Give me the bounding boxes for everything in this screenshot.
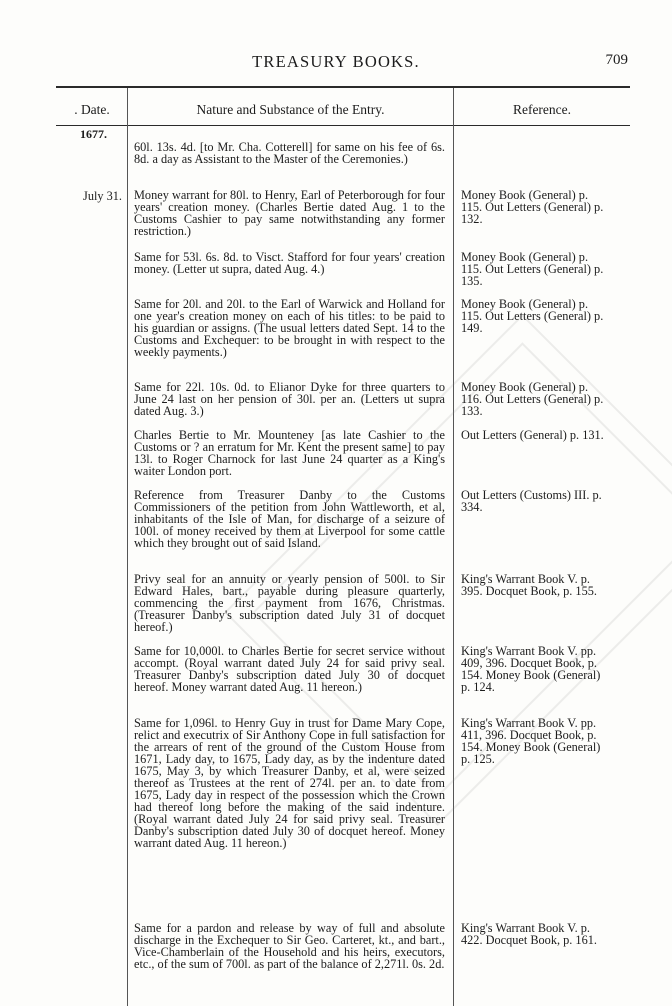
entry-text-3: Same for 53l. 6s. 8d. to Visct. Stafford for four years' creation money. (Letter ut supra, dated Aug. 4.)	[134, 250, 445, 276]
entry-reference-3: Money Book (General) p. 115. Out Letters (General) p. 135.	[461, 250, 604, 288]
entry-reference-9: King's Warrant Book V. pp. 409, 396. Docquet Book, p. 154. Money Book (General) p. 124.	[461, 644, 601, 694]
entry-text-5: Same for 22l. 10s. 0d. to Elianor Dyke for three quarters to June 24 last on her pension of 30l. per an. (Letters ut supra dated Aug. 3.)	[134, 380, 445, 418]
top-rule	[56, 86, 630, 88]
entry-reference-4: Money Book (General) p. 115. Out Letters (General) p. 149.	[461, 297, 604, 335]
reference-column-divider	[453, 88, 454, 1006]
entry-text-8: Privy seal for an annuity or yearly pension of 500l. to Sir Edward Hales, bart., payable during pleasure quarterly, commencing the first payment from 1676, Christmas. (Treasurer Danby's subscription dated July 31 of docquet hereof.)	[134, 572, 445, 634]
running-head	[0, 52, 672, 74]
date-column-header: . Date.	[74, 102, 110, 117]
date-column-divider	[127, 88, 128, 1006]
entry-reference-2: Money Book (General) p. 115. Out Letters (General) p. 132.	[461, 188, 604, 226]
entry-reference-11: King's Warrant Book V. p. 422. Docquet Book, p. 161.	[461, 921, 597, 947]
entry-text-6: Charles Bertie to Mr. Mounteney [as late Cashier to the Customs or ? an erratum for Mr. Kent the present same] to pay 13l. to Roger Charnock for last June 24 quarter as a King's waiter London port.	[134, 428, 445, 478]
running-title: TREASURY BOOKS.	[252, 52, 420, 71]
entry-text-2: Money warrant for 80l. to Henry, Earl of Peterborough for four years' creation money. (Charles Bertie dated Aug. 1 to the Customs Cashier to pay same notwithstanding any former restriction.)	[134, 188, 445, 238]
entry-text-4: Same for 20l. and 20l. to the Earl of Warwick and Holland for one year's creation money on each of his titles: to be paid to his guardian or assigns. (The usual letters dated Sept. 14 to the Customs and Exchequer: to be brought in with respect to the weekly payments.)	[134, 297, 445, 359]
header-rule	[56, 125, 630, 126]
entry-text-7: Reference from Treasurer Danby to the Customs Commissioners of the petition from John Wattleworth, et al, inhabitants of the Isle of Man, for discharge of a seizure of 100l. of money received by them at Liverpool for some cattle which they brought out of said Island.	[134, 488, 445, 550]
nature-column-header: Nature and Substance of the Entry.	[196, 102, 385, 117]
page-number: 709	[605, 52, 628, 68]
entry-date-2: July 31.	[83, 189, 122, 203]
entry-text-9: Same for 10,000l. to Charles Bertie for secret service without accompt. (Royal warrant dated July 24 for said privy seal. Treasurer Danby's subscription dated July 30 of docquet hereof. Money warrant dated Aug. 11 hereon.)	[134, 644, 445, 694]
reference-column-header: Reference.	[512, 102, 572, 117]
entry-text-11: Same for a pardon and release by way of full and absolute discharge in the Exchequer to Sir Geo. Carteret, kt., and bart., Vice-Chamberlain of the Household and his heirs, executors, etc., of the sum of 700l. as part of the balance of 2,271l. 0s. 2d.	[134, 921, 445, 971]
year-label: 1677.	[80, 127, 107, 141]
entry-reference-7: Out Letters (Customs) III. p. 334.	[461, 488, 602, 514]
entry-reference-8: King's Warrant Book V. p. 395. Docquet Book, p. 155.	[461, 572, 597, 598]
entry-reference-5: Money Book (General) p. 116. Out Letters (General) p. 133.	[461, 380, 604, 418]
entry-reference-10: King's Warrant Book V. pp. 411, 396. Docquet Book, p. 154. Money Book (General) p. 125.	[461, 716, 601, 766]
entry-reference-6: Out Letters (General) p. 131.	[461, 428, 604, 442]
entry-text-1: 60l. 13s. 4d. [to Mr. Cha. Cotterell] for same on his fee of 6s. 8d. a day as Assistant to the Master of the Ceremonies.)	[134, 140, 445, 166]
entry-text-10: Same for 1,096l. to Henry Guy in trust for Dame Mary Cope, relict and executrix of Sir Anthony Cope in full satisfaction for the arrears of rent of the ground of the Custom House from 1671, Lady day, to 1675, Lady day, as by the indenture dated 1675, May 3, by which Treasurer Danby, et al, were seized thereof as Trustees at the rent of 274l. per an. to date from 1675, Lady day in respect of the possession which the Crown had thereof long before the making of the said indenture. (Royal warrant dated July 24 for said privy seal. Treasurer Danby's subscription dated July 30 of docquet hereof. Money warrant dated Aug. 11 hereon.)	[134, 716, 445, 850]
